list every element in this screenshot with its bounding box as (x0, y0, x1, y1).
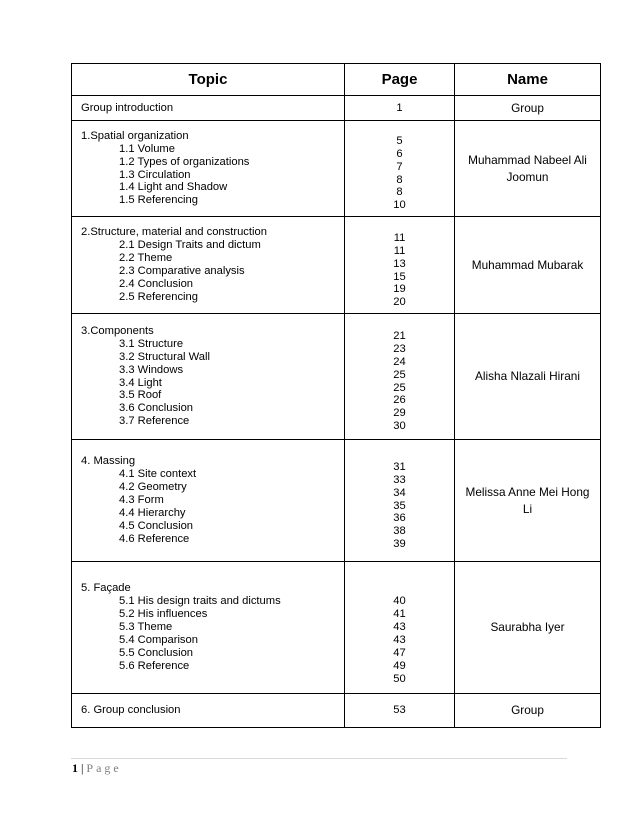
topic-cell (72, 314, 345, 440)
subsection-title: 4.4 Hierarchy (119, 506, 186, 519)
footer-page-number: 1 (72, 761, 78, 775)
header-topic: Topic (72, 64, 345, 96)
topic-cell (72, 562, 345, 694)
section-title: 1.Spatial organization (81, 129, 189, 142)
footer-divider (71, 758, 567, 759)
subsection-page: 41 (393, 608, 406, 621)
section-title: 4. Massing (81, 455, 136, 468)
section-title: 5. Façade (81, 582, 131, 595)
subsection-title: 1.3 Circulation (119, 168, 191, 181)
author-name: Muhammad Nabeel Ali Joomun (468, 152, 587, 184)
subsection-page: 24 (393, 355, 406, 368)
subsection-title: 5.2 His influences (119, 608, 208, 621)
author-cell (455, 121, 601, 217)
section-title: 3.Components (81, 324, 154, 337)
toc-row (72, 562, 601, 694)
subsection-page: 35 (393, 499, 406, 512)
topic-cell (72, 440, 345, 562)
subsection-title: 5.5 Conclusion (119, 646, 194, 659)
subsection-page: 30 (393, 420, 406, 433)
subsection-page: 29 (393, 407, 406, 420)
subsection-page: 36 (393, 512, 406, 525)
subsection-page: 8 (396, 186, 403, 199)
page-cell (345, 121, 455, 217)
subsection-page: 13 (393, 257, 406, 270)
section-page: 40 (393, 595, 406, 608)
subsection-title: 3.4 Light (119, 376, 162, 389)
subsection-page: 43 (393, 621, 406, 634)
footer-separator: | (78, 761, 87, 775)
subsection-title: 4.6 Reference (119, 532, 190, 545)
author-name: Alisha Nlazali Hirani (475, 369, 580, 383)
section-title: 2.Structure, material and construction (81, 226, 267, 239)
section-page: 5 (396, 134, 403, 147)
page-cell (345, 314, 455, 440)
author-cell (455, 96, 601, 121)
subsection-page: 49 (393, 659, 406, 672)
subsection-page: 8 (396, 173, 403, 186)
subsection-page: 7 (396, 160, 403, 173)
subsection-title: 3.3 Windows (119, 363, 184, 376)
header-name: Name (455, 64, 601, 96)
author-name: Muhammad Mubarak (471, 257, 584, 272)
subsection-page: 19 (393, 283, 406, 296)
subsection-title: 3.1 Structure (119, 337, 184, 350)
subsection-page: 23 (393, 342, 406, 355)
topic-cell (72, 694, 345, 728)
subsection-page: 6 (396, 147, 403, 160)
section-page: 21 (393, 329, 406, 342)
footer-page-label: Page (86, 761, 122, 775)
subsection-page: 34 (393, 486, 406, 499)
author-name: Melissa Anne Mei Hong Li (465, 484, 590, 516)
subsection-page: 15 (393, 270, 406, 283)
section-page: 31 (393, 460, 406, 473)
subsection-title: 4.1 Site context (119, 468, 197, 481)
subsection-title: 4.3 Form (119, 494, 164, 507)
toc-row (72, 440, 601, 562)
subsection-page: 39 (393, 538, 406, 551)
subsection-title: 1.5 Referencing (119, 194, 198, 207)
author-cell (455, 694, 601, 728)
subsection-title: 3.2 Structural Wall (119, 350, 210, 363)
page-cell (345, 440, 455, 562)
subsection-page: 43 (393, 634, 406, 647)
subsection-title: 5.1 His design traits and dictums (119, 595, 281, 608)
subsection-title: 5.3 Theme (119, 621, 173, 634)
subsection-title: 1.1 Volume (119, 142, 175, 155)
header-page: Page (345, 64, 455, 96)
subsection-title: 4.2 Geometry (119, 481, 187, 494)
toc-row (72, 314, 601, 440)
page-cell (345, 96, 455, 121)
author-name: Group (511, 703, 544, 717)
subsection-title: 1.4 Light and Shadow (119, 181, 228, 194)
subsection-title: 3.7 Reference (119, 415, 190, 428)
subsection-page: 10 (393, 199, 406, 212)
toc-row (72, 217, 601, 314)
subsection-page: 26 (393, 394, 406, 407)
subsection-title: 2.4 Conclusion (119, 277, 194, 290)
author-name: Group (511, 100, 544, 115)
topic-cell (72, 96, 345, 121)
subsection-title: 1.2 Types of organizations (119, 155, 250, 168)
subsection-page: 47 (393, 646, 406, 659)
page-footer (72, 761, 122, 776)
author-cell (455, 217, 601, 314)
subsection-title: 2.5 Referencing (119, 290, 198, 303)
subsection-page: 33 (393, 473, 406, 486)
author-cell (455, 314, 601, 440)
section-page: 1 (396, 101, 403, 114)
subsection-title: 2.1 Design Traits and dictum (119, 239, 261, 252)
subsection-title: 3.6 Conclusion (119, 402, 194, 415)
section-title: Group introduction (81, 101, 174, 114)
subsection-title: 2.3 Comparative analysis (119, 265, 245, 277)
toc-table (71, 63, 601, 728)
subsection-title: 4.5 Conclusion (119, 519, 194, 532)
section-page: 11 (393, 231, 406, 244)
author-cell (455, 562, 601, 694)
page-cell (345, 562, 455, 694)
author-name: Saurabha Iyer (490, 620, 565, 634)
subsection-title: 5.6 Reference (119, 659, 190, 672)
page-cell (345, 694, 455, 728)
subsection-title: 2.2 Theme (119, 252, 173, 265)
topic-cell (72, 121, 345, 217)
topic-cell (72, 217, 345, 314)
subsection-title: 3.5 Roof (119, 389, 162, 402)
header-row (72, 64, 601, 96)
subsection-page: 38 (393, 525, 406, 538)
subsection-page: 20 (393, 296, 406, 309)
toc-row (72, 96, 601, 121)
subsection-title: 5.4 Comparison (119, 633, 198, 646)
section-title: 6. Group conclusion (81, 704, 181, 717)
subsection-page: 50 (393, 672, 406, 685)
page-cell (345, 217, 455, 314)
subsection-page: 25 (393, 381, 406, 394)
section-page: 53 (393, 704, 406, 717)
subsection-page: 25 (393, 368, 406, 381)
toc-row (72, 121, 601, 217)
subsection-page: 11 (393, 244, 406, 257)
author-cell (455, 440, 601, 562)
toc-row (72, 694, 601, 728)
